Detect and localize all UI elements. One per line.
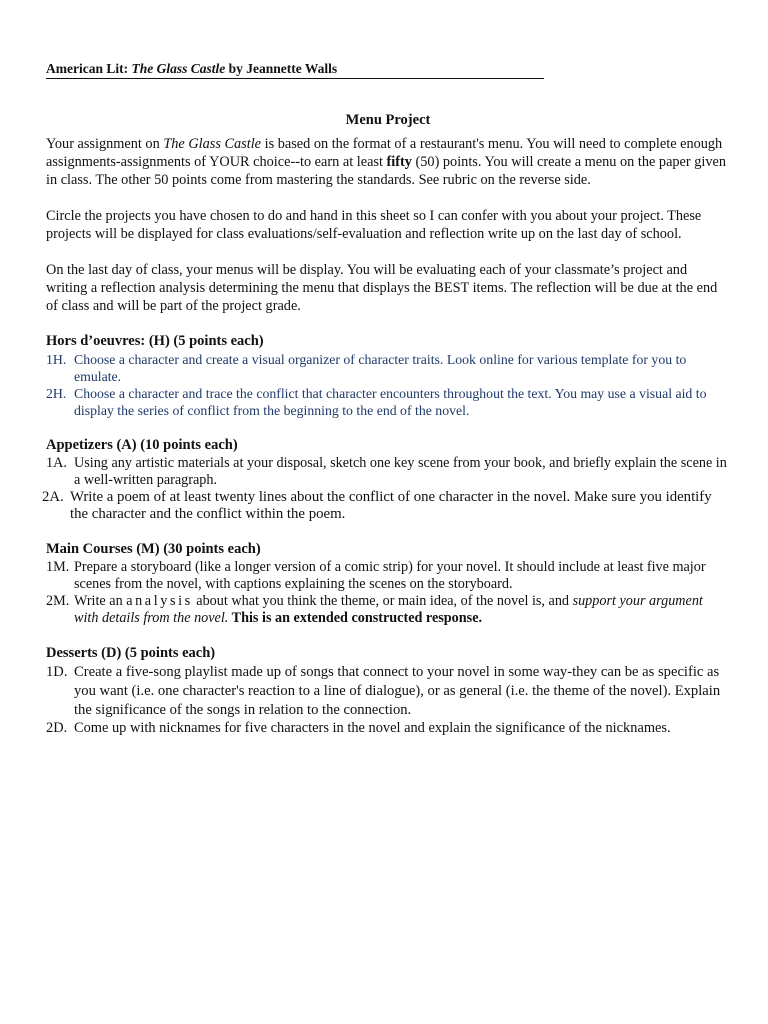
intro-paragraph-3: On the last day of class, your menus will be display. You will be evaluating each of your classmate’s project and writing a reflection analysis determining the menu that displays the BEST items. The reflection will be due at the end of class and will be part of the project grade. [46, 262, 718, 314]
author-label: by Jeannette Walls [225, 61, 338, 76]
document-header [46, 61, 544, 79]
intro-paragraph-2: Circle the projects you have chosen to do and hand in this sheet so I can confer with you about your project. These projects will be displayed for class evaluations/self-evaluation and reflection write up on the last day of school. [46, 208, 702, 242]
list-item: 1H. Choose a character and create a visual organizer of character traits. Look online for various template for you to emulate. [46, 352, 687, 384]
list-item: 1D. Create a five-song playlist made up of songs that connect to your novel in some way-they can be as specific as you want (i.e. one character's reaction to a line of dialogue), or as general (i.e. the theme of the novel). Explain the significance of the songs in relation to the connection. [46, 664, 721, 718]
section-heading-hors-doeuvres: Hors d’oeuvres: (H) (5 points each) [46, 333, 264, 349]
list-item: 2H. Choose a character and trace the conflict that character encounters throughout the text. You may use a visual aid to display the series of conflict from the beginning to the end of the novel. [46, 386, 707, 418]
list-item: 2D. Come up with nicknames for five characters in the novel and explain the significance of the nicknames. [46, 720, 671, 736]
list-item: 1A. Using any artistic materials at your disposal, sketch one key scene from your book, and briefly explain the scene in a well-written paragraph. [46, 455, 727, 488]
book-title-inline: The Glass Castle [163, 136, 262, 152]
section-heading-desserts: Desserts (D) (5 points each) [46, 645, 216, 661]
list-item: 2A. Write a poem of at least twenty lines about the conflict of one character in the novel. Make sure you identify the character and the conflict within the poem. [42, 489, 712, 522]
list-item: 2M. Write an analysis about what you think the theme, or main idea, of the novel is, and support your argument with details from the novel. This is an extended constructed response. [46, 593, 703, 626]
points-emphasis: fifty [386, 154, 412, 170]
list-item: 1M. Prepare a storyboard (like a longer version of a comic strip) for your novel. It should include at least five major scenes from the novel, with captions explaining the scenes on the storyboard. [46, 559, 706, 592]
section-heading-main-courses: Main Courses (M) (30 points each) [46, 541, 261, 557]
book-title: The Glass Castle [131, 61, 226, 76]
intro-paragraph-1: Your assignment on The Glass Castle is based on the format of a restaurant's menu. You will need to complete enough assignments-assignments of YOUR choice--to earn at least fifty (50) points. You will create a menu on the paper given in class. The other 50 points come from mastering the standards. See rubric on the reverse side. [46, 136, 727, 188]
course-label: American Lit: [46, 61, 132, 76]
section-heading-appetizers: Appetizers (A) (10 points each) [46, 437, 238, 453]
page-title: Menu Project [345, 112, 431, 128]
